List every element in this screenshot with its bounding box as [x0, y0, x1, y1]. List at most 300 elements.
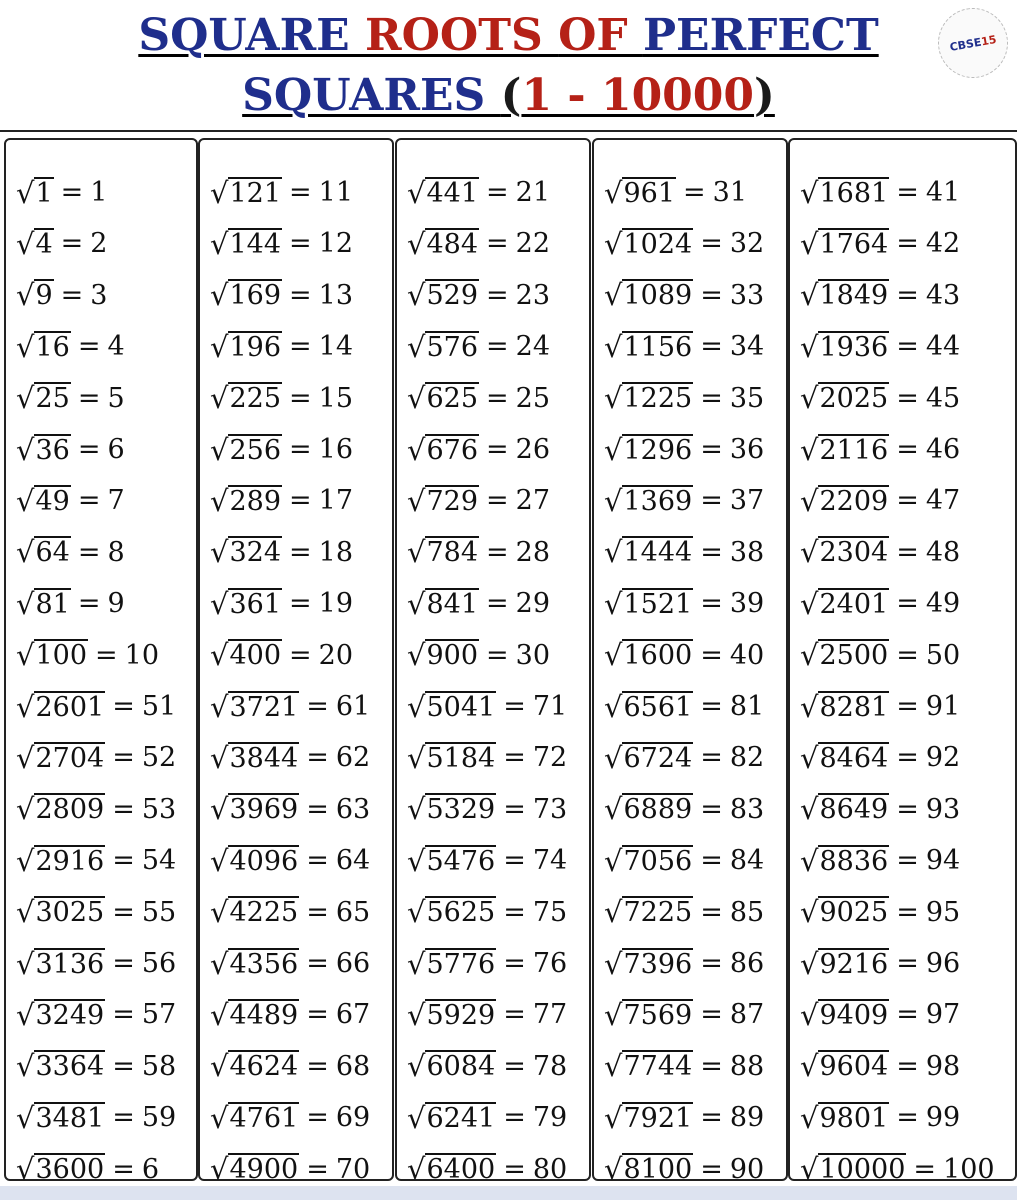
title-word-perfect: PERFECT — [642, 10, 879, 61]
equals-sign: = — [896, 1050, 919, 1082]
table-cell — [800, 373, 960, 424]
table-cell — [407, 167, 550, 218]
root-value: 35 — [729, 382, 765, 414]
radical-sign-icon: √ — [800, 483, 819, 518]
table-cell — [210, 1041, 370, 1092]
table-cell — [800, 887, 960, 938]
radicand-value: 3025 — [35, 897, 105, 929]
equals-sign: = — [289, 639, 312, 671]
root-value: 79 — [532, 1102, 568, 1134]
equals-sign: = — [486, 434, 509, 465]
equals-sign: = — [700, 279, 723, 311]
radical-sign-icon: √ — [604, 1049, 623, 1084]
radical-sign-icon: √ — [16, 381, 35, 416]
radical-sign-icon: √ — [16, 278, 35, 313]
table-cell — [407, 373, 550, 424]
radical-sign-icon: √ — [210, 946, 229, 981]
radical-sign-icon: √ — [407, 381, 426, 416]
table-cell — [604, 373, 764, 424]
table-cell — [16, 732, 176, 783]
root-value: 91 — [925, 691, 961, 722]
equals-sign: = — [700, 639, 723, 671]
radicand-value: 324 — [229, 537, 282, 569]
radical-sign-icon: √ — [407, 1049, 426, 1084]
radicand-value: 36 — [35, 434, 70, 466]
radicand-value: 2304 — [819, 537, 889, 569]
table-cell — [407, 835, 567, 886]
radical-sign-icon: √ — [604, 586, 623, 621]
root-value: 73 — [532, 793, 568, 825]
radicand-value: 7921 — [623, 1102, 693, 1134]
radicand-value: 2601 — [35, 691, 105, 723]
equals-sign: = — [700, 434, 723, 465]
table-cell — [407, 270, 550, 321]
radicand-value: 5329 — [426, 794, 496, 826]
equals-sign: = — [77, 536, 101, 568]
badge-text-number: 15 — [980, 32, 998, 48]
radicand-value: 7744 — [623, 1051, 693, 1083]
radicand-value: 900 — [426, 640, 479, 672]
table-cell — [16, 630, 159, 681]
equals-sign: = — [700, 588, 723, 620]
radical-sign-icon: √ — [210, 1049, 229, 1084]
radical-sign-icon: √ — [800, 1152, 819, 1187]
radical-sign-icon: √ — [407, 329, 426, 364]
equals-sign: = — [289, 228, 312, 260]
radical-sign-icon: √ — [16, 175, 35, 210]
equals-sign: = — [700, 948, 723, 979]
radical-sign-icon: √ — [800, 740, 819, 775]
title-word-roots: ROOTS — [365, 10, 559, 61]
radical-sign-icon: √ — [407, 1152, 426, 1187]
root-value: 25 — [515, 382, 551, 414]
radical-sign-icon: √ — [800, 226, 819, 261]
radicand-value: 4096 — [229, 845, 299, 877]
equals-sign: = — [896, 279, 919, 311]
radicand-value: 3364 — [35, 1051, 105, 1083]
equals-sign: = — [913, 1153, 937, 1185]
radicand-value: 2500 — [819, 640, 889, 672]
equals-sign: = — [700, 1153, 723, 1185]
table-cell — [16, 270, 107, 321]
equals-sign: = — [896, 536, 919, 568]
equals-sign: = — [700, 536, 723, 568]
radical-sign-icon: √ — [407, 278, 426, 313]
table-cell — [16, 527, 125, 578]
table-column-4 — [592, 138, 788, 1187]
radicand-value: 6724 — [623, 742, 693, 774]
radicand-value: 6084 — [426, 1051, 496, 1083]
table-cell — [604, 167, 747, 218]
root-value: 33 — [729, 279, 765, 311]
radical-sign-icon: √ — [800, 689, 819, 724]
table-cell — [210, 784, 370, 835]
radical-sign-icon: √ — [210, 483, 229, 518]
equals-sign: = — [503, 948, 526, 979]
radicand-value: 6889 — [623, 794, 693, 826]
radical-sign-icon: √ — [16, 483, 35, 518]
table-cell — [604, 784, 764, 835]
radical-sign-icon: √ — [210, 432, 229, 467]
radicand-value: 961 — [623, 177, 676, 209]
table-cell — [800, 938, 960, 989]
equals-sign: = — [112, 742, 135, 774]
page-title-line-1 — [0, 6, 1017, 66]
root-value: 47 — [925, 485, 961, 517]
radical-sign-icon: √ — [16, 1100, 35, 1135]
equals-sign: = — [700, 793, 723, 825]
table-cell — [210, 527, 353, 578]
radicand-value: 1521 — [623, 588, 693, 620]
root-value: 54 — [141, 845, 177, 877]
table-cell — [604, 578, 764, 629]
equals-sign: = — [896, 331, 919, 363]
equals-sign: = — [896, 1102, 919, 1134]
table-cell — [800, 732, 960, 783]
root-value: 6 — [107, 434, 125, 465]
root-value: 50 — [925, 639, 961, 671]
title-word-of: OF — [558, 10, 643, 61]
radical-sign-icon: √ — [800, 432, 819, 467]
radical-sign-icon: √ — [800, 946, 819, 981]
equals-sign: = — [486, 588, 509, 620]
root-value: 46 — [925, 434, 961, 465]
table-cell — [407, 1041, 567, 1092]
radical-sign-icon: √ — [407, 586, 426, 621]
radical-sign-icon: √ — [407, 226, 426, 261]
root-value: 16 — [318, 434, 354, 465]
table-cell — [210, 424, 353, 475]
radical-sign-icon: √ — [407, 483, 426, 518]
table-cell — [16, 938, 176, 989]
radical-sign-icon: √ — [407, 997, 426, 1032]
radicand-value: 5625 — [426, 897, 496, 929]
radical-sign-icon: √ — [407, 432, 426, 467]
radicand-value: 6561 — [623, 691, 693, 723]
radicand-value: 8281 — [819, 691, 889, 723]
root-value: 51 — [141, 691, 177, 722]
table-cell — [604, 218, 764, 269]
equals-sign: = — [95, 639, 118, 671]
table-cell — [407, 887, 567, 938]
equals-sign: = — [896, 228, 919, 260]
radicand-value: 2401 — [819, 588, 889, 620]
root-value: 98 — [925, 1050, 961, 1082]
radicand-value: 1936 — [819, 331, 889, 363]
radicand-value: 1849 — [819, 280, 889, 312]
equals-sign: = — [700, 382, 723, 414]
radicand-value: 729 — [426, 485, 479, 517]
radical-sign-icon: √ — [210, 329, 229, 364]
radical-sign-icon: √ — [407, 638, 426, 673]
root-value: 44 — [925, 331, 961, 363]
radicand-value: 6400 — [426, 1154, 496, 1186]
radical-sign-icon: √ — [604, 1152, 623, 1187]
radicand-value: 49 — [35, 485, 70, 517]
root-value: 83 — [729, 793, 765, 825]
radicand-value: 576 — [426, 331, 479, 363]
root-value: 65 — [335, 896, 371, 928]
radical-sign-icon: √ — [210, 226, 229, 261]
root-value: 90 — [729, 1153, 765, 1185]
table-cell — [604, 270, 764, 321]
root-value: 7 — [107, 485, 125, 517]
equals-sign: = — [896, 639, 919, 671]
radical-sign-icon: √ — [800, 535, 819, 570]
radicand-value: 4761 — [229, 1102, 299, 1134]
equals-sign: = — [60, 279, 84, 311]
root-value: 94 — [925, 845, 961, 877]
root-value: 4 — [107, 331, 125, 363]
table-cell — [210, 167, 353, 218]
table-cell — [407, 424, 550, 475]
root-value: 92 — [925, 742, 961, 774]
radicand-value: 7396 — [623, 948, 693, 980]
table-cell — [800, 424, 960, 475]
table-cell — [604, 938, 764, 989]
root-value: 13 — [318, 279, 354, 311]
radicand-value: 1024 — [623, 228, 693, 260]
root-value: 58 — [141, 1050, 177, 1082]
root-value: 26 — [515, 434, 551, 465]
root-value: 28 — [515, 536, 551, 568]
root-value: 89 — [729, 1102, 765, 1134]
radical-sign-icon: √ — [210, 381, 229, 416]
radicand-value: 1089 — [623, 280, 693, 312]
table-column-1 — [4, 138, 198, 1187]
radicand-value: 1156 — [623, 331, 693, 363]
root-value: 21 — [515, 177, 551, 208]
equals-sign: = — [60, 228, 84, 260]
radicand-value: 841 — [426, 588, 479, 620]
equals-sign: = — [306, 1102, 329, 1134]
table-cell — [407, 475, 550, 526]
radicand-value: 1369 — [623, 485, 693, 517]
table-cell — [16, 1092, 176, 1143]
equals-sign: = — [60, 177, 84, 208]
radicand-value: 7056 — [623, 845, 693, 877]
root-value: 86 — [729, 948, 765, 979]
root-value: 66 — [335, 948, 371, 979]
root-value: 6 — [141, 1153, 160, 1185]
radical-sign-icon: √ — [604, 997, 623, 1032]
root-value: 64 — [335, 845, 371, 877]
equals-sign: = — [503, 1153, 526, 1185]
equals-sign: = — [289, 588, 312, 620]
root-value: 84 — [729, 845, 765, 877]
root-value: 81 — [729, 691, 765, 722]
radical-sign-icon: √ — [604, 483, 623, 518]
radicand-value: 9604 — [819, 1051, 889, 1083]
radicand-value: 256 — [229, 434, 282, 466]
root-value: 41 — [925, 177, 961, 208]
equals-sign: = — [486, 331, 509, 363]
table-cell — [210, 681, 370, 732]
radical-sign-icon: √ — [604, 278, 623, 313]
table-cell — [407, 681, 567, 732]
root-value: 76 — [532, 948, 568, 979]
radical-sign-icon: √ — [407, 792, 426, 827]
table-cell — [16, 373, 125, 424]
table-cell — [604, 424, 764, 475]
radical-sign-icon: √ — [800, 997, 819, 1032]
equals-sign: = — [896, 485, 919, 517]
title-paren-close: ) — [754, 70, 775, 121]
table-cell — [407, 578, 550, 629]
root-value: 20 — [318, 639, 354, 671]
table-cell — [604, 835, 764, 886]
radical-sign-icon: √ — [210, 997, 229, 1032]
equals-sign: = — [486, 177, 509, 208]
radicand-value: 4356 — [229, 948, 299, 980]
radicand-value: 3844 — [229, 742, 299, 774]
radicand-value: 1600 — [623, 640, 693, 672]
radicand-value: 6241 — [426, 1102, 496, 1134]
radical-sign-icon: √ — [407, 689, 426, 724]
equals-sign: = — [77, 331, 101, 363]
equals-sign: = — [77, 434, 101, 465]
radical-sign-icon: √ — [800, 792, 819, 827]
radicand-value: 2025 — [819, 383, 889, 415]
root-value: 96 — [925, 948, 961, 979]
radicand-value: 2916 — [35, 845, 105, 877]
equals-sign: = — [700, 331, 723, 363]
equals-sign: = — [700, 999, 723, 1031]
table-cell — [800, 1092, 960, 1143]
radical-sign-icon: √ — [210, 278, 229, 313]
root-value: 24 — [515, 331, 551, 363]
root-value: 88 — [729, 1050, 765, 1082]
equals-sign: = — [112, 999, 135, 1031]
radical-sign-icon: √ — [16, 535, 35, 570]
radicand-value: 10000 — [819, 1154, 906, 1186]
radical-sign-icon: √ — [16, 689, 35, 724]
root-value: 43 — [925, 279, 961, 311]
title-word-squares: SQUARES — [242, 70, 501, 121]
radicand-value: 2704 — [35, 742, 105, 774]
title-word-square: SQUARE — [138, 10, 365, 61]
equals-sign: = — [289, 536, 312, 568]
equals-sign: = — [486, 228, 509, 260]
root-value: 56 — [141, 948, 177, 979]
radical-sign-icon: √ — [604, 1100, 623, 1135]
root-value: 52 — [141, 742, 177, 774]
table-cell — [210, 373, 353, 424]
radical-sign-icon: √ — [800, 638, 819, 673]
radicand-value: 529 — [426, 280, 479, 312]
radicand-value: 3721 — [229, 691, 299, 723]
radicand-value: 4 — [35, 228, 53, 260]
table-cell — [800, 835, 960, 886]
radical-sign-icon: √ — [16, 740, 35, 775]
root-value: 11 — [318, 177, 354, 208]
table-cell — [800, 270, 960, 321]
radicand-value: 3481 — [35, 1102, 105, 1134]
radical-sign-icon: √ — [210, 895, 229, 930]
radicand-value: 9025 — [819, 897, 889, 929]
equals-sign: = — [896, 742, 919, 774]
table-cell — [16, 424, 125, 475]
radicand-value: 9216 — [819, 948, 889, 980]
radicand-value: 1 — [35, 177, 53, 209]
equals-sign: = — [77, 382, 101, 414]
root-value: 19 — [318, 588, 354, 620]
equals-sign: = — [306, 896, 329, 928]
table-cell — [210, 578, 353, 629]
table-column-2 — [198, 138, 394, 1187]
radicand-value: 289 — [229, 485, 282, 517]
table-cell — [604, 1041, 764, 1092]
radical-sign-icon: √ — [407, 175, 426, 210]
radical-sign-icon: √ — [16, 946, 35, 981]
equals-sign: = — [896, 793, 919, 825]
table-cell — [16, 835, 176, 886]
equals-sign: = — [486, 639, 509, 671]
root-value: 30 — [515, 639, 551, 671]
radical-sign-icon: √ — [210, 740, 229, 775]
equals-sign: = — [700, 1050, 723, 1082]
equals-sign: = — [306, 1050, 329, 1082]
root-value: 95 — [925, 896, 961, 928]
root-value: 37 — [729, 485, 765, 517]
square-roots-table — [0, 130, 1017, 1189]
radical-sign-icon: √ — [16, 1152, 35, 1187]
root-value: 34 — [729, 331, 765, 363]
radical-sign-icon: √ — [604, 432, 623, 467]
table-cell — [407, 527, 550, 578]
radicand-value: 5929 — [426, 999, 496, 1031]
radical-sign-icon: √ — [210, 1100, 229, 1135]
table-cell — [16, 784, 176, 835]
equals-sign: = — [306, 999, 329, 1031]
table-cell — [407, 1092, 567, 1143]
radicand-value: 361 — [229, 588, 282, 620]
radical-sign-icon: √ — [210, 535, 229, 570]
table-cell — [210, 938, 370, 989]
root-value: 69 — [335, 1102, 371, 1134]
table-cell — [800, 475, 960, 526]
root-value: 100 — [943, 1153, 995, 1185]
table-cell — [800, 578, 960, 629]
root-value: 49 — [925, 588, 961, 620]
table-cell — [16, 475, 125, 526]
table-cell — [604, 321, 764, 372]
table-cell — [604, 887, 764, 938]
radical-sign-icon: √ — [604, 946, 623, 981]
radicand-value: 4489 — [229, 999, 299, 1031]
root-value: 27 — [515, 485, 551, 517]
equals-sign: = — [112, 845, 135, 877]
table-cell — [800, 527, 960, 578]
equals-sign: = — [486, 485, 509, 517]
table-cell — [16, 167, 107, 218]
radical-sign-icon: √ — [604, 226, 623, 261]
equals-sign: = — [700, 742, 723, 774]
table-cell — [407, 630, 550, 681]
equals-sign: = — [112, 1102, 135, 1134]
equals-sign: = — [896, 999, 919, 1031]
root-value: 77 — [532, 999, 568, 1031]
table-cell — [800, 167, 960, 218]
root-value: 15 — [318, 382, 354, 414]
root-value: 68 — [335, 1050, 371, 1082]
bottom-bar — [0, 1186, 1017, 1200]
table-cell — [16, 218, 107, 269]
equals-sign: = — [503, 845, 526, 877]
radical-sign-icon: √ — [604, 792, 623, 827]
radicand-value: 225 — [229, 383, 282, 415]
radicand-value: 2809 — [35, 794, 105, 826]
